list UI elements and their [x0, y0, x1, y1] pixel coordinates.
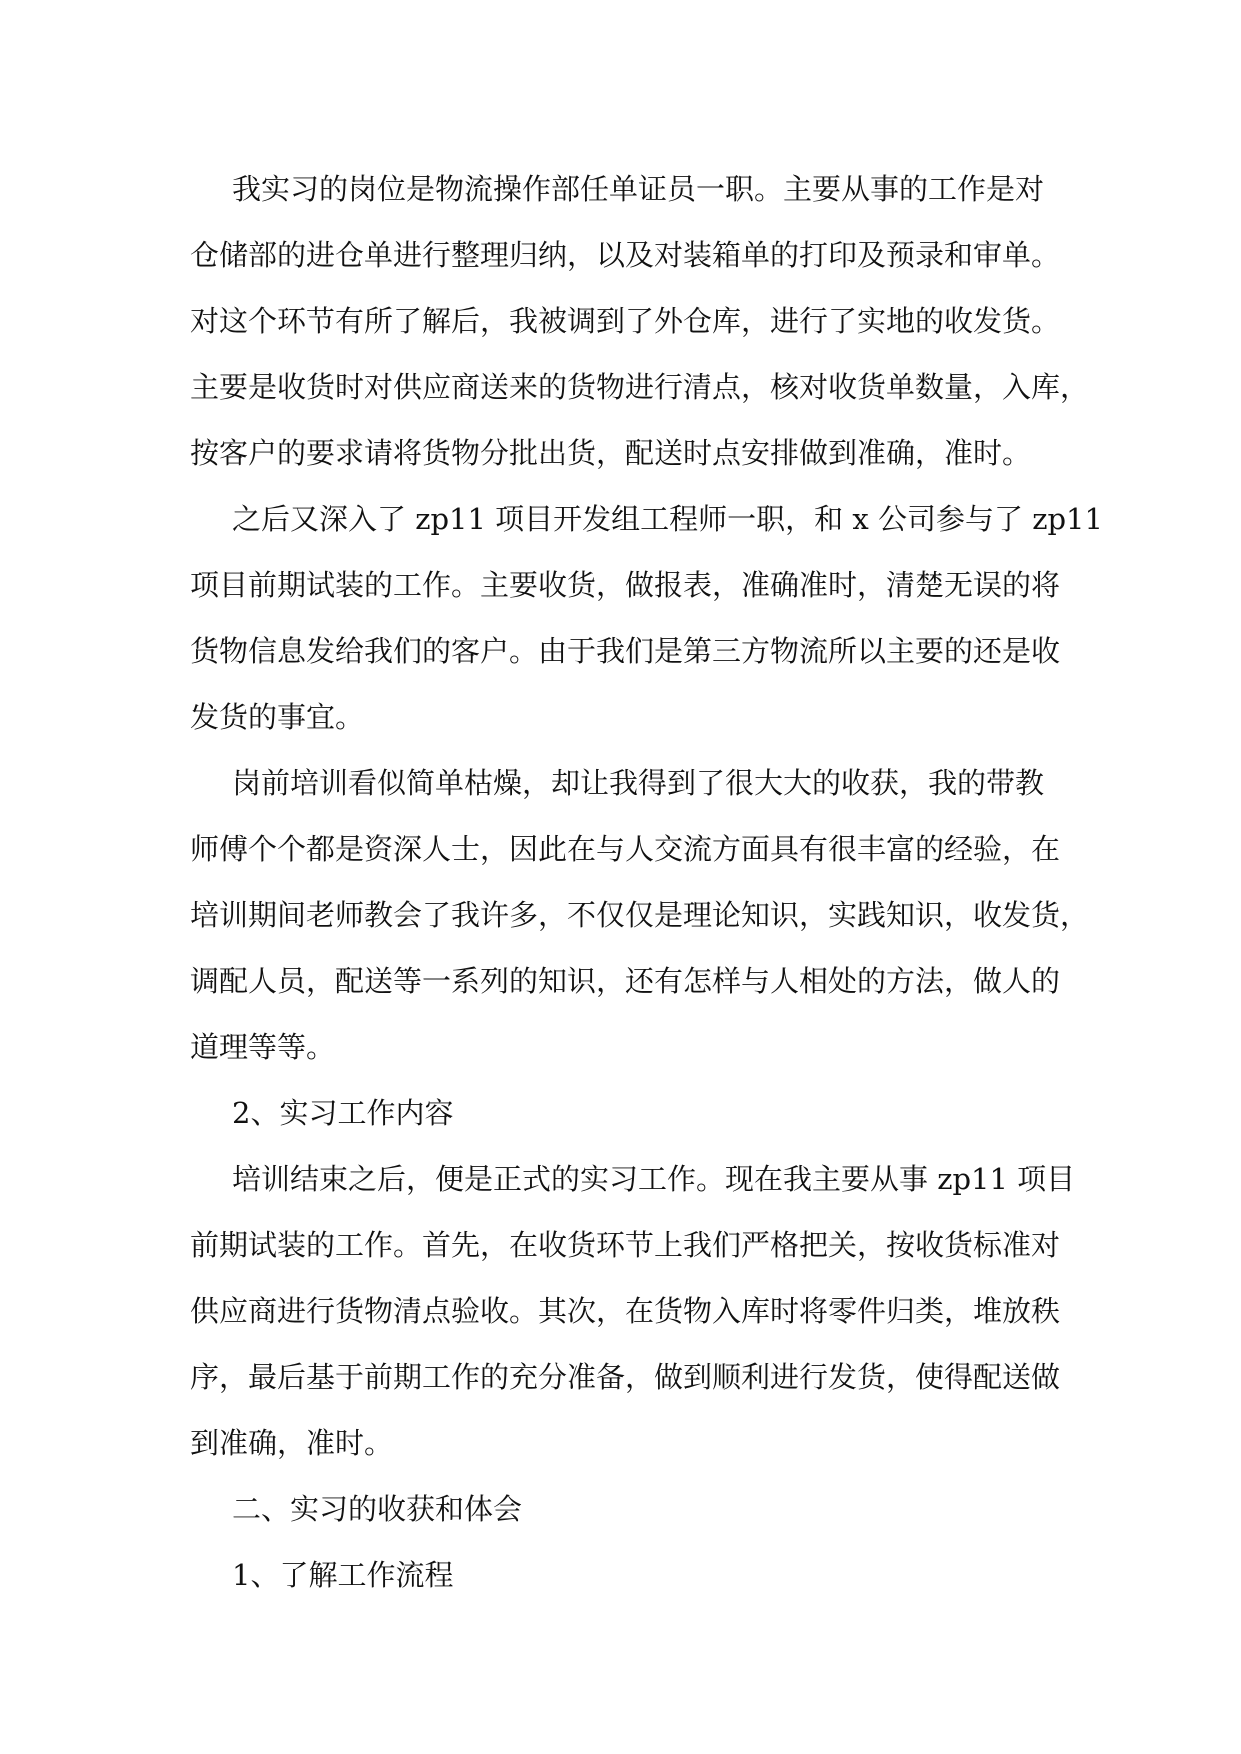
text-line: 到准确，准时。 [190, 1426, 394, 1460]
text-line: 道理等等。 [190, 1030, 336, 1064]
text-line: 之后又深入了 zp11 项目开发组工程师一职，和 x 公司参与了 zp11 [232, 502, 1103, 536]
text-line: 调配人员，配送等一系列的知识，还有怎样与人相处的方法，做人的 [190, 964, 1061, 998]
text-line: 序，最后基于前期工作的充分准备，做到顺利进行发货，使得配送做 [190, 1360, 1061, 1394]
text-line: 项目前期试装的工作。主要收货，做报表，准确准时，清楚无误的将 [190, 568, 1061, 602]
text-line: 货物信息发给我们的客户。由于我们是第三方物流所以主要的还是收 [190, 634, 1061, 668]
document-body [190, 156, 1103, 1608]
text-line: 主要是收货时对供应商送来的货物进行清点，核对收货单数量，入库， [190, 370, 1090, 404]
text-line: 供应商进行货物清点验收。其次，在货物入库时将零件归类，堆放秩 [190, 1294, 1061, 1328]
section-heading-gains: 二、实习的收获和体会 [232, 1492, 523, 1526]
text-line: 师傅个个都是资深人士，因此在与人交流方面具有很丰富的经验，在 [190, 832, 1061, 866]
text-line: 岗前培训看似简单枯燥，却让我得到了很大大的收获，我的带教 [232, 766, 1045, 800]
text-line: 按客户的要求请将货物分批出货，配送时点安排做到准确，准时。 [190, 436, 1032, 470]
text-line: 培训结束之后，便是正式的实习工作。现在我主要从事 zp11 项目 [232, 1162, 1076, 1196]
text-line: 发货的事宜。 [190, 700, 365, 734]
paragraph-zp11-project [190, 486, 1103, 750]
text-line: 培训期间老师教会了我许多，不仅仅是理论知识，实践知识，收发货， [190, 898, 1090, 932]
paragraph-training [190, 750, 1090, 1080]
text-line: 对这个环节有所了解后，我被调到了外仓库，进行了实地的收发货。 [190, 304, 1061, 338]
text-line: 我实习的岗位是物流操作部任单证员一职。主要从事的工作是对 [232, 172, 1045, 206]
text-line: 前期试装的工作。首先，在收货环节上我们严格把关，按收货标准对 [190, 1228, 1061, 1262]
text-line: 仓储部的进仓单进行整理归纳，以及对装箱单的打印及预录和审单。 [190, 238, 1061, 272]
section-heading-workflow: 1、了解工作流程 [232, 1558, 454, 1592]
section-heading-work-content: 2、实习工作内容 [232, 1096, 454, 1130]
paragraph-job-position [190, 156, 1090, 486]
paragraph-work-content [190, 1146, 1076, 1476]
